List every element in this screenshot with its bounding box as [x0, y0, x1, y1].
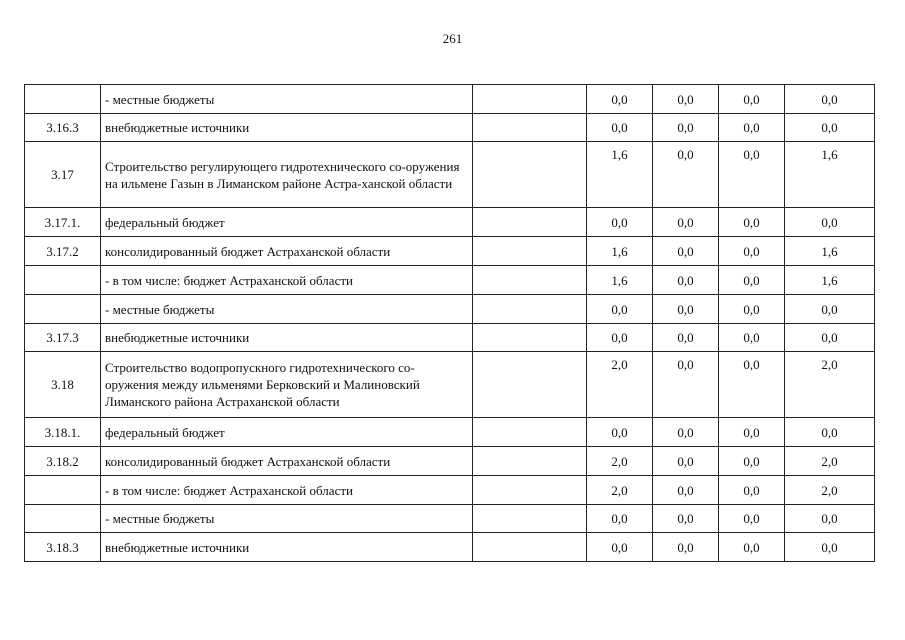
value-cell: 0,0: [653, 295, 719, 324]
value-cell: 0,0: [587, 533, 653, 562]
table-row: [25, 295, 875, 324]
row-code: [25, 476, 101, 505]
row-name: федеральный бюджет: [101, 418, 473, 447]
row-name: внебюджетные источники: [101, 324, 473, 352]
empty-cell: [473, 208, 587, 237]
value-cell: 0,0: [587, 85, 653, 114]
row-name: Строительство регулирующего гидротехнического со-оружения на ильмене Газын в Лиманском районе Астра-ханской области: [101, 142, 473, 208]
table-row: [25, 237, 875, 266]
table-row: [25, 505, 875, 533]
value-cell: 0,0: [719, 533, 785, 562]
row-name: консолидированный бюджет Астраханской области: [101, 237, 473, 266]
value-cell: 0,0: [719, 142, 785, 208]
empty-cell: [473, 476, 587, 505]
empty-cell: [473, 142, 587, 208]
empty-cell: [473, 505, 587, 533]
table-row: [25, 533, 875, 562]
row-code: 3.18.2: [25, 447, 101, 476]
row-name: внебюджетные источники: [101, 114, 473, 142]
row-code: [25, 85, 101, 114]
row-code: [25, 505, 101, 533]
value-cell: 0,0: [719, 447, 785, 476]
page-number: 261: [442, 31, 463, 46]
value-cell: 0,0: [653, 324, 719, 352]
value-cell: 1,6: [587, 142, 653, 208]
value-cell: 2,0: [785, 447, 875, 476]
row-code: 3.16.3: [25, 114, 101, 142]
row-name: Строительство водопропускного гидротехнического со-оружения между ильменями Берковский и Малиновский Лиманского района Астраханской области: [101, 352, 473, 418]
empty-cell: [473, 352, 587, 418]
empty-cell: [473, 295, 587, 324]
value-cell: 0,0: [653, 114, 719, 142]
value-cell: 0,0: [587, 324, 653, 352]
row-code: 3.17.1.: [25, 208, 101, 237]
value-cell: 0,0: [653, 476, 719, 505]
table-row: [25, 324, 875, 352]
row-code: [25, 266, 101, 295]
row-name: внебюджетные источники: [101, 533, 473, 562]
value-cell: 0,0: [587, 114, 653, 142]
row-name: - местные бюджеты: [101, 505, 473, 533]
value-cell: 1,6: [785, 142, 875, 208]
table-row: [25, 85, 875, 114]
value-cell: 0,0: [785, 85, 875, 114]
row-name: - местные бюджеты: [101, 85, 473, 114]
value-cell: 2,0: [587, 352, 653, 418]
value-cell: 0,0: [653, 505, 719, 533]
empty-cell: [473, 237, 587, 266]
value-cell: 1,6: [587, 237, 653, 266]
value-cell: 0,0: [587, 505, 653, 533]
value-cell: 0,0: [719, 85, 785, 114]
table-row: [25, 418, 875, 447]
value-cell: 0,0: [785, 208, 875, 237]
table-row: [25, 208, 875, 237]
value-cell: 1,6: [785, 237, 875, 266]
table-row: [25, 476, 875, 505]
value-cell: 0,0: [719, 114, 785, 142]
value-cell: 2,0: [785, 352, 875, 418]
row-name: - местные бюджеты: [101, 295, 473, 324]
value-cell: 0,0: [719, 237, 785, 266]
value-cell: 0,0: [587, 208, 653, 237]
value-cell: 0,0: [653, 208, 719, 237]
table-row: [25, 352, 875, 418]
empty-cell: [473, 114, 587, 142]
value-cell: 0,0: [785, 533, 875, 562]
value-cell: 0,0: [653, 237, 719, 266]
row-name: - в том числе: бюджет Астраханской области: [101, 266, 473, 295]
value-cell: 0,0: [653, 533, 719, 562]
row-name: консолидированный бюджет Астраханской области: [101, 447, 473, 476]
value-cell: 0,0: [719, 505, 785, 533]
value-cell: 0,0: [785, 418, 875, 447]
row-code: [25, 295, 101, 324]
value-cell: 0,0: [653, 447, 719, 476]
value-cell: 0,0: [719, 295, 785, 324]
value-cell: 0,0: [719, 266, 785, 295]
value-cell: 0,0: [719, 418, 785, 447]
value-cell: 0,0: [719, 476, 785, 505]
value-cell: 0,0: [587, 418, 653, 447]
value-cell: 0,0: [719, 208, 785, 237]
empty-cell: [473, 418, 587, 447]
row-code: 3.17: [25, 142, 101, 208]
table-row: [25, 142, 875, 208]
value-cell: 0,0: [719, 352, 785, 418]
row-code: 3.18: [25, 352, 101, 418]
value-cell: 1,6: [785, 266, 875, 295]
value-cell: 0,0: [785, 114, 875, 142]
table-row: [25, 114, 875, 142]
empty-cell: [473, 85, 587, 114]
row-code: 3.18.1.: [25, 418, 101, 447]
value-cell: 0,0: [785, 324, 875, 352]
value-cell: 2,0: [587, 476, 653, 505]
value-cell: 0,0: [653, 142, 719, 208]
value-cell: 0,0: [653, 418, 719, 447]
empty-cell: [473, 266, 587, 295]
row-name: - в том числе: бюджет Астраханской области: [101, 476, 473, 505]
empty-cell: [473, 324, 587, 352]
row-code: 3.17.3: [25, 324, 101, 352]
value-cell: 0,0: [785, 505, 875, 533]
value-cell: 2,0: [587, 447, 653, 476]
value-cell: 0,0: [785, 295, 875, 324]
budget-table: [24, 84, 875, 562]
table-row: [25, 266, 875, 295]
empty-cell: [473, 533, 587, 562]
value-cell: 2,0: [785, 476, 875, 505]
row-code: 3.17.2: [25, 237, 101, 266]
empty-cell: [473, 447, 587, 476]
value-cell: 0,0: [653, 352, 719, 418]
value-cell: 0,0: [719, 324, 785, 352]
value-cell: 0,0: [587, 295, 653, 324]
row-name: федеральный бюджет: [101, 208, 473, 237]
table-row: [25, 447, 875, 476]
row-code: 3.18.3: [25, 533, 101, 562]
value-cell: 0,0: [653, 85, 719, 114]
value-cell: 1,6: [587, 266, 653, 295]
value-cell: 0,0: [653, 266, 719, 295]
